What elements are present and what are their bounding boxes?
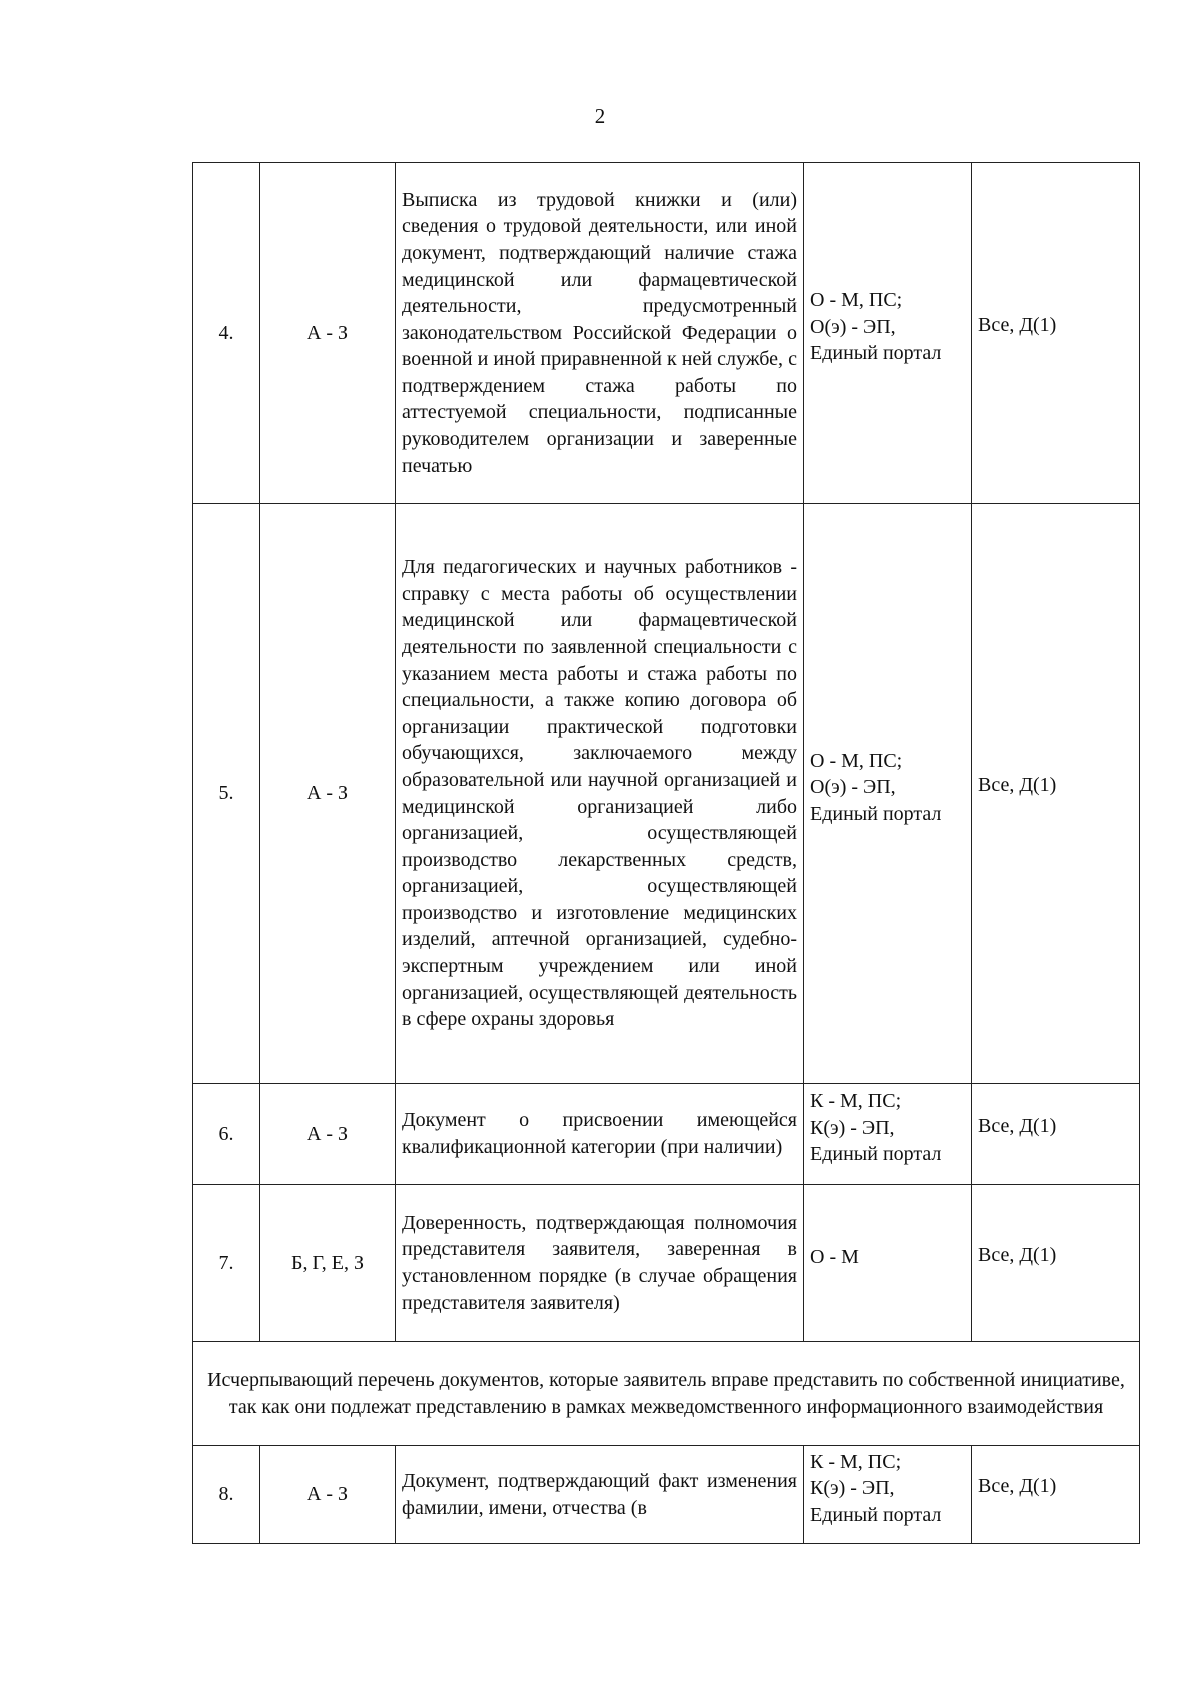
applicability-text: Все, Д(1): [978, 1475, 1057, 1498]
applicability-text: Все, Д(1): [978, 1114, 1057, 1137]
submission-form-line: Единый портал: [810, 1143, 942, 1166]
submission-form-line: К - М, ПС;: [810, 1450, 902, 1473]
submission-form-line: К - М, ПС;: [810, 1090, 902, 1113]
submission-form: [804, 163, 972, 504]
table-row: [193, 163, 1140, 504]
submission-form-line: О(э) - ЭП,: [810, 315, 896, 338]
row-number: 8.: [193, 1446, 260, 1544]
document-description: Документ о присвоении имеющейся квалификационной категории (при наличии): [396, 1084, 804, 1185]
submission-form-line: К(э) - ЭП,: [810, 1477, 895, 1500]
applicability: [972, 1084, 1140, 1185]
table-row: [193, 1185, 1140, 1342]
submission-form-line: О - М, ПС;: [810, 749, 903, 772]
submission-form-line: К(э) - ЭП,: [810, 1116, 895, 1139]
row-number: 6.: [193, 1084, 260, 1185]
documents-table: [192, 162, 1140, 1544]
submission-form-line: О - М: [810, 1245, 859, 1268]
applicant-category: Б, Г, Е, З: [260, 1185, 396, 1342]
row-number: 5.: [193, 504, 260, 1084]
applicant-category: А - З: [260, 504, 396, 1084]
applicability: [972, 1185, 1140, 1342]
row-number: 7.: [193, 1185, 260, 1342]
submission-form: [804, 1084, 972, 1185]
applicability: [972, 163, 1140, 504]
submission-form-line: Единый портал: [810, 1503, 942, 1526]
applicability-text: Все, Д(1): [978, 774, 1057, 797]
applicant-category: А - З: [260, 1446, 396, 1544]
table-row: [193, 1084, 1140, 1185]
submission-form: [804, 1446, 972, 1544]
section-heading: Исчерпывающий перечень документов, которые заявитель вправе представить по собственной инициативе, так как они подлежат представлению в рамках межведомственного информационного взаимодействия: [193, 1342, 1140, 1446]
table-row: [193, 1446, 1140, 1544]
document-description: Выписка из трудовой книжки и (или) сведения о трудовой деятельности, или иной документ, подтверждающий наличие стажа медицинской или фармацевтической деятельности, предусмотренный законодательством Российской Федерации о военной и иной приравненной к ней службе, с подтверждением стажа работы по аттестуемой специальности, подписанные руководителем организации и заверенные печатью: [396, 163, 804, 504]
submission-form-line: Единый портал: [810, 802, 942, 825]
applicant-category: А - З: [260, 1084, 396, 1185]
section-heading-row: [193, 1342, 1140, 1446]
table-row: [193, 504, 1140, 1084]
submission-form: [804, 504, 972, 1084]
document-description: Документ, подтверждающий факт изменения фамилии, имени, отчества (в: [396, 1446, 804, 1544]
applicability: [972, 1446, 1140, 1544]
submission-form-line: Единый портал: [810, 342, 942, 365]
document-description: Для педагогических и научных работников - справку с места работы об осуществлении медицинской или фармацевтической деятельности по заявленной специальности с указанием места работы и стажа работы по специальности, а также копию договора об организации практической подготовки обучающихся, заключаемого между образовательной или научной организацией и медицинской организацией либо организацией, осуществляющей производство лекарственных средств, организацией, осуществляющей производство и изготовление медицинских изделий, аптечной организацией, судебно-экспертным учреждением или иной организацией, осуществляющей деятельность в сфере охраны здоровья: [396, 504, 804, 1084]
applicability-text: Все, Д(1): [978, 313, 1057, 336]
row-number: 4.: [193, 163, 260, 504]
submission-form-line: О - М, ПС;: [810, 289, 903, 312]
applicability-text: Все, Д(1): [978, 1243, 1057, 1266]
applicability: [972, 504, 1140, 1084]
page-number: 2: [594, 104, 606, 128]
document-description: Доверенность, подтверждающая полномочия представителя заявителя, заверенная в установленном порядке (в случае обращения представителя заявителя): [396, 1185, 804, 1342]
submission-form-line: О(э) - ЭП,: [810, 776, 896, 799]
submission-form: [804, 1185, 972, 1342]
applicant-category: А - З: [260, 163, 396, 504]
